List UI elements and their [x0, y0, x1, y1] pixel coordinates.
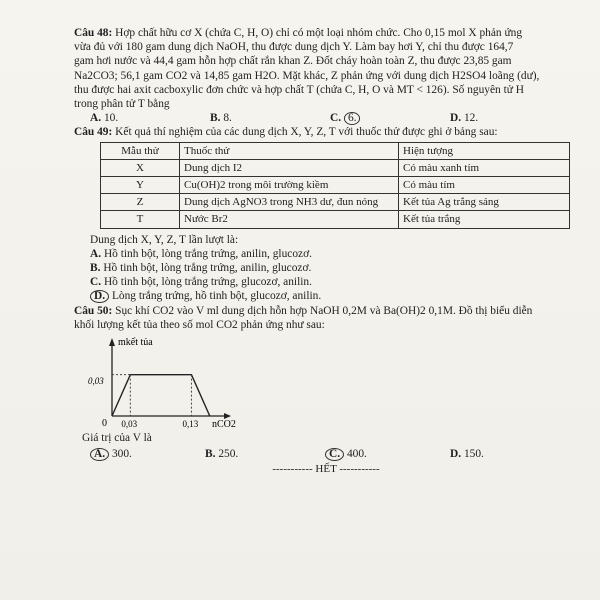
question-48: [74, 26, 578, 111]
table-cell: Kết tủa trắng: [399, 211, 570, 228]
table-header: Thuốc thử: [180, 142, 399, 159]
question-number: Câu 49:: [74, 126, 113, 139]
exam-content: [74, 26, 578, 477]
table-cell: Nước Br2: [180, 211, 399, 228]
table-cell: Kết tủa Ag trắng sáng: [399, 194, 570, 211]
precipitate-chart: [84, 334, 304, 429]
y-axis-arrow: [109, 338, 115, 346]
origin-label: 0: [102, 418, 107, 430]
table-header: Hiện tượng: [399, 142, 570, 159]
table-cell: Cu(OH)2 trong môi trường kiềm: [180, 177, 399, 194]
table-row: [101, 159, 570, 176]
selected-answer-circle: D.: [90, 290, 109, 303]
table-row: [101, 194, 570, 211]
selected-answer-circle: C.: [325, 448, 344, 461]
question-text: Na2CO3; 56,1 gam CO2 và 14,85 gam H2O. Mặt khác, Z phản ứng với dung dịch H2SO4 loãng (dư),: [74, 69, 540, 82]
x-tick-label: 0,03: [121, 419, 138, 430]
series-line: [112, 375, 210, 416]
option-a[interactable]: A. 10.: [90, 112, 119, 125]
question-text: thu được hai axit cacboxylic đơn chức và hợp chất T (chứa C, H, O và MT < 126). Số nguyên tử H: [74, 83, 524, 96]
option-c[interactable]: C. 400.: [325, 447, 450, 461]
selected-answer-circle: 6.: [344, 112, 361, 125]
table-header: Mẫu thử: [101, 142, 180, 159]
end-marker: ----------- HẾT -----------: [272, 463, 380, 476]
table-cell: Có màu tím: [399, 177, 570, 194]
question-49: [74, 125, 578, 139]
selected-answer-circle: A.: [90, 448, 109, 461]
table-cell: Dung dịch I2: [180, 159, 399, 176]
question-number: Câu 48:: [74, 27, 113, 39]
table-cell: Có màu xanh tím: [399, 159, 570, 176]
question-text: trong phân tử T bằng: [74, 98, 170, 111]
results-table: [100, 142, 570, 229]
table-row: [101, 177, 570, 194]
answer-options: [90, 447, 578, 461]
y-tick-label: 0,03: [88, 376, 104, 387]
option-a[interactable]: A. Hồ tinh bột, lòng trắng trứng, anilin, glucozơ.: [90, 247, 312, 260]
question-text: Kết quả thí nghiệm của các dung dịch X, Y, Z, T với thuốc thử được ghi ở bảng sau:: [115, 126, 498, 139]
answer-options: [90, 111, 578, 125]
option-a[interactable]: A. 300.: [90, 447, 205, 461]
question-number: Câu 50:: [74, 304, 113, 317]
option-d[interactable]: D. Lòng trắng trứng, hồ tinh bột, glucozơ, anilin.: [90, 289, 578, 303]
chart-svg: [84, 334, 304, 429]
table-cell: Dung dịch AgNO3 trong NH3 dư, đun nóng: [180, 194, 399, 211]
option-d[interactable]: D. 150.: [450, 448, 484, 461]
question-text: Sục khí CO2 vào V ml dung dịch hỗn hợp NaOH 0,2M và Ba(OH)2 0,1M. Đồ thị biểu diễn: [115, 304, 533, 317]
option-c[interactable]: C. Hồ tinh bột, lòng trắng trứng, glucozơ, anilin.: [90, 276, 312, 289]
option-d[interactable]: D. 12.: [450, 112, 479, 125]
question-text: gam hơi nước và 44,4 gam hỗn hợp chất rắn khan Z. Đốt cháy hoàn toàn Z, thu được 23,85 gam: [74, 55, 512, 68]
question-prompt: Dung dịch X, Y, Z, T lần lượt là:: [90, 233, 239, 246]
question-text: Hợp chất hữu cơ X (chứa C, H, O) chỉ có một loại nhóm chức. Cho 0,15 mol X phản ứng: [115, 27, 523, 39]
x-axis-label: nCO2: [212, 419, 236, 430]
option-b[interactable]: B. Hồ tinh bột, lòng trắng trứng, anilin, glucozơ.: [90, 262, 312, 275]
table-cell: T: [101, 211, 180, 228]
question-text: vừa đủ với 180 gam dung dịch NaOH, thu được dung dịch Y. Làm bay hơi Y, chỉ thu được 164,7: [74, 41, 514, 54]
y-axis-label: mkết tủa: [118, 337, 153, 349]
table-cell: X: [101, 159, 180, 176]
table-cell: Y: [101, 177, 180, 194]
table-header-row: [101, 142, 570, 159]
answer-options: [90, 247, 578, 304]
option-b[interactable]: B. 250.: [205, 448, 239, 461]
question-prompt: Giá trị của V là: [82, 432, 152, 445]
question-50: [74, 304, 578, 332]
option-b[interactable]: B. 8.: [210, 112, 232, 125]
question-text: khối lượng kết tủa theo số mol CO2 phản ứng như sau:: [74, 318, 325, 331]
option-c[interactable]: C. 6.: [330, 111, 450, 125]
table-cell: Z: [101, 194, 180, 211]
chart-marks: [112, 375, 210, 429]
x-tick-label: 0,13: [182, 419, 199, 430]
table-row: [101, 211, 570, 228]
